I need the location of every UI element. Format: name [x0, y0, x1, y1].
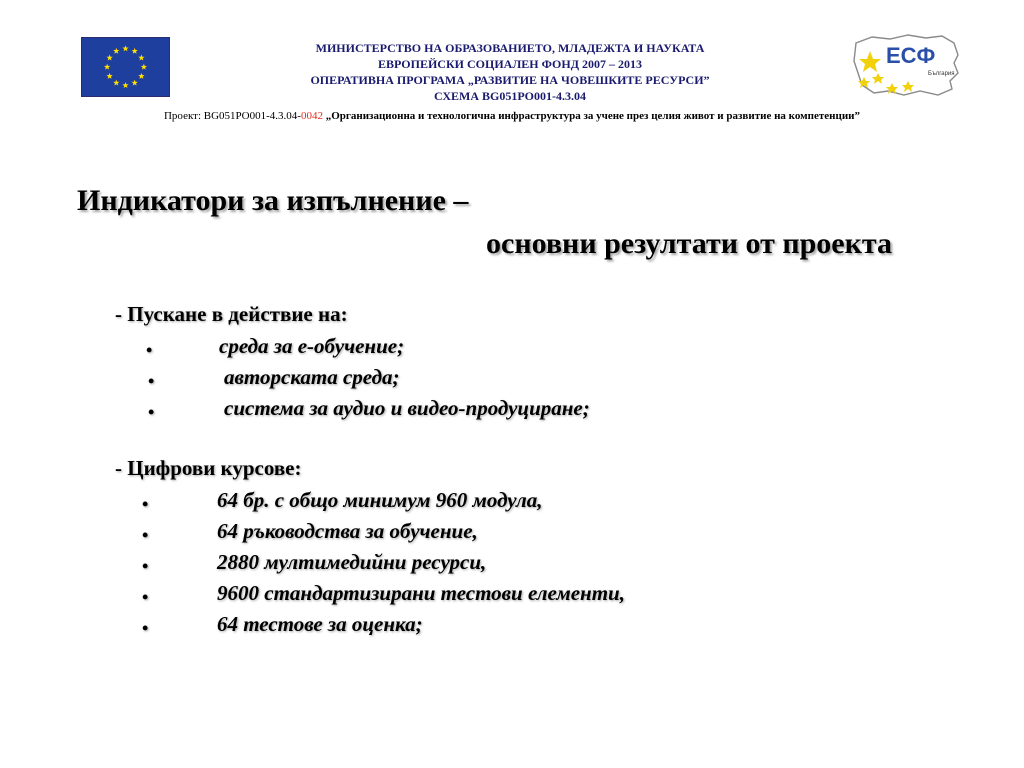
- bullet-icon: •: [142, 618, 149, 638]
- esf-logo-text: ЕСФ: [886, 43, 936, 68]
- esf-logo-icon: [850, 29, 962, 99]
- esf-logo-subtext: България: [928, 71, 955, 77]
- eu-star: [113, 80, 119, 86]
- project-label: Проект:: [163, 110, 204, 122]
- eu-star: [106, 55, 112, 61]
- eu-flag-icon: [81, 37, 170, 97]
- ministry-header: [200, 40, 820, 104]
- eu-star: [122, 82, 128, 88]
- eu-star: [113, 48, 119, 54]
- bullet-icon: •: [142, 525, 149, 545]
- ministry-line: МИНИСТЕРСТВО НА ОБРАЗОВАНИЕТО, МЛАДЕЖТА И НАУКАТА: [315, 41, 705, 55]
- project-code-prefix: BG051PO001-4.3.04-: [203, 110, 301, 122]
- list-item: 64 ръководства за обучение,: [217, 519, 478, 543]
- eu-star: [106, 73, 112, 79]
- eu-star: [138, 73, 144, 79]
- eu-star: [104, 64, 110, 70]
- ministry-line: СХЕМА BG051PO001-4.3.04: [433, 89, 586, 103]
- section-heading-launch: - Пускане в действие на:: [115, 302, 348, 326]
- eu-star: [122, 45, 128, 51]
- bullet-icon: •: [142, 587, 149, 607]
- list-item: 2880 мултимедийни ресурси,: [217, 550, 487, 574]
- list-item: система за аудио и видео-продуциране;: [224, 396, 590, 420]
- bullet-icon: •: [142, 556, 149, 576]
- bullet-icon: •: [146, 340, 153, 360]
- bullet-icon: •: [142, 494, 149, 514]
- list-item: 64 бр. с общо минимум 960 модула,: [217, 488, 543, 512]
- project-line: [0, 110, 1024, 122]
- project-title: „Организационна и технологична инфраструктура за учене през целия живот и развитие на компетенции”: [322, 110, 861, 122]
- bullet-icon: •: [148, 402, 155, 422]
- eu-star: [141, 64, 147, 70]
- list-item: авторската среда;: [224, 365, 400, 389]
- page-subtitle: основни резултати от проекта: [486, 227, 892, 260]
- list-item: 64 тестове за оценка;: [217, 612, 423, 636]
- ministry-line: ОПЕРАТИВНА ПРОГРАМА „РАЗВИТИЕ НА ЧОВЕШКИТЕ РЕСУРСИ”: [310, 73, 710, 87]
- page-title: Индикатори за изпълнение –: [77, 184, 469, 217]
- bullet-icon: •: [148, 371, 155, 391]
- project-code-number: 0042: [300, 110, 323, 122]
- ministry-line: ЕВРОПЕЙСКИ СОЦИАЛЕН ФОНД 2007 – 2013: [378, 57, 642, 71]
- list-item: 9600 стандартизирани тестови елементи,: [217, 581, 625, 605]
- list-item: среда за е-обучение;: [219, 334, 405, 358]
- eu-star: [132, 80, 138, 86]
- eu-star: [132, 48, 138, 54]
- section-heading-courses: - Цифрови курсове:: [115, 456, 302, 480]
- eu-star: [138, 55, 144, 61]
